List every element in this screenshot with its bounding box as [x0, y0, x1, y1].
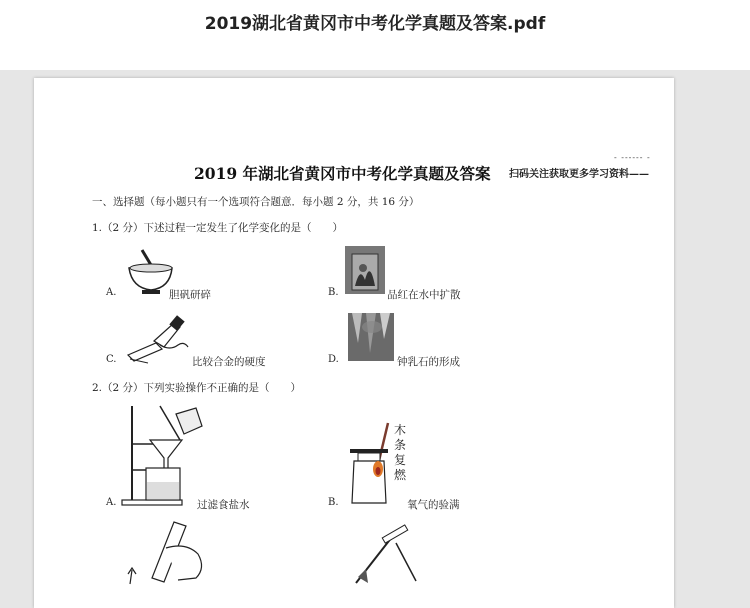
question-2-stem: 2.（2 分）下列实验操作不正确的是（ ） [92, 382, 302, 394]
question-1-stem: 1.（2 分）下述过程一定发生了化学变化的是（ ） [92, 222, 344, 234]
label-char-3: 复 [394, 453, 407, 467]
section-heading: 一、选择题（每小题只有一个选项符合题意．每小题 2 分，共 16 分） [92, 196, 420, 208]
option-2a-text: 过滤食盐水 [197, 499, 250, 511]
stalactite-image [348, 313, 394, 361]
option-1b-letter: B. [328, 287, 339, 298]
label-char-2: 条 [394, 438, 407, 452]
option-2a-letter: A. [106, 497, 117, 508]
mortar-pestle-image [124, 246, 174, 296]
viewer-toolbar [0, 0, 750, 70]
header-dash: - ------ - [614, 153, 651, 162]
option-1c-text: 比较合金的硬度 [192, 356, 266, 368]
wood-stick-label [394, 423, 410, 483]
pdf-page[interactable] [34, 78, 674, 608]
cylinder-reading-image [126, 518, 216, 588]
promo-text: 扫码关注获取更多学习资料 [509, 169, 629, 180]
label-char-1: 木 [394, 423, 407, 437]
document-title: 2019 年湖北省黄冈市中考化学真题及答案 [194, 164, 491, 183]
option-1b-text: 品红在水中扩散 [387, 289, 461, 301]
beaker-dye-image [345, 246, 385, 294]
option-1d-text: 钟乳石的形成 [397, 356, 460, 368]
option-2b-text: 氧气的验满 [407, 499, 460, 511]
oxygen-test-image [348, 423, 394, 505]
file-title: 2019湖北省黄冈市中考化学真题及答案.pdf [204, 14, 546, 34]
option-2b-letter: B. [328, 497, 339, 508]
option-1d-letter: D. [328, 354, 339, 365]
label-char-4: 燃 [394, 468, 407, 482]
test-tube-clamp-image [352, 523, 422, 588]
option-1a-letter: A. [106, 287, 117, 298]
promo-banner: 扫码关注获取更多学习资料—— [509, 169, 649, 180]
alloy-scratch-image [126, 315, 191, 365]
filtration-setup-image [122, 404, 212, 508]
option-1c-letter: C. [106, 354, 117, 365]
option-1a-text: 胆矾研碎 [169, 289, 211, 301]
